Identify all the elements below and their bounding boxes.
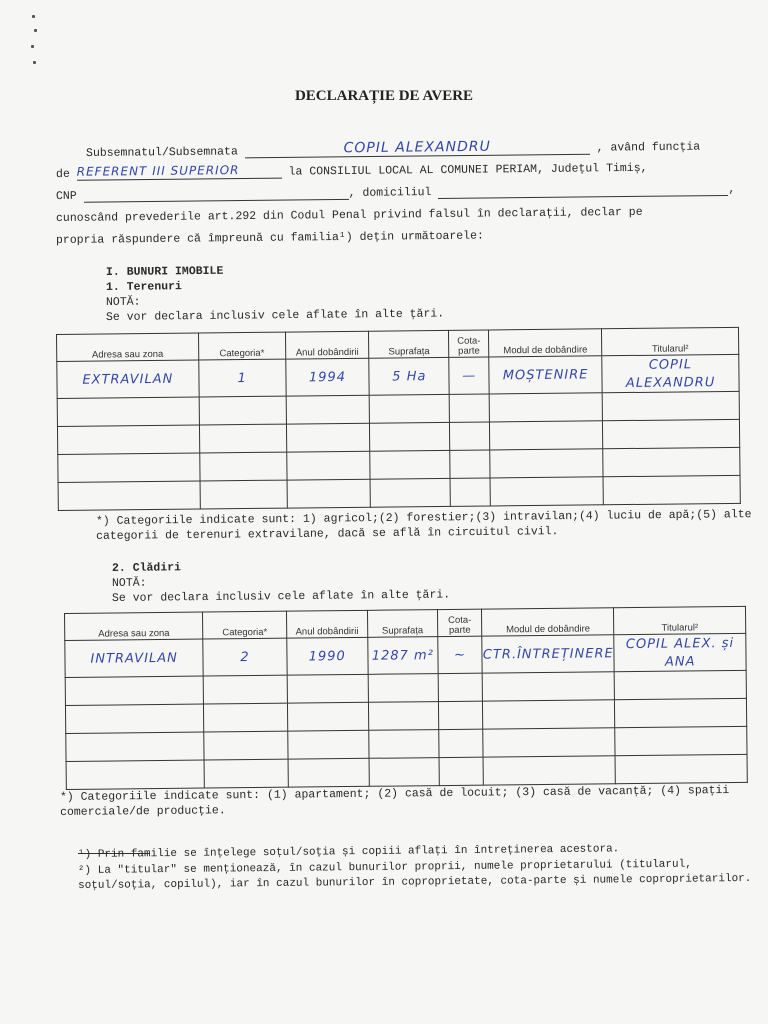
section-heading: I. BUNURI IMOBILE	[105, 264, 224, 279]
cell-category[interactable]	[204, 731, 288, 760]
cell-area[interactable]	[368, 702, 438, 731]
intro-line-3: CNP , domiciliul ,	[55, 182, 736, 203]
cell-value: 1287 m²	[371, 648, 434, 664]
cell-acquisition-mode[interactable]	[490, 449, 603, 478]
cell-acquisition-mode[interactable]	[490, 477, 603, 506]
cell-year[interactable]	[286, 451, 370, 480]
cell-value: 1994	[308, 369, 347, 386]
header-year: Anul dobândirii	[285, 331, 369, 359]
subsection-land: 1. Terenuri	[105, 280, 182, 294]
function-field[interactable]	[77, 163, 282, 181]
cell-share[interactable]	[438, 701, 483, 729]
header-year: Anul dobândirii	[286, 610, 367, 638]
function-label: , având funcția	[596, 140, 701, 155]
scan-marks	[30, 15, 40, 75]
buildings-categories-footnote	[60, 783, 750, 820]
cell-acquisition-mode[interactable]	[483, 756, 615, 785]
cell-share[interactable]	[439, 729, 484, 757]
cell-share[interactable]	[438, 673, 483, 701]
cell-value: EXTRAVILAN	[82, 371, 174, 388]
cell-holder[interactable]	[603, 475, 740, 504]
header-area: Suprafața	[367, 610, 437, 638]
cell-address[interactable]	[65, 639, 204, 677]
cell-value: CTR.ÎNTREȚINERE	[482, 646, 614, 663]
cell-category[interactable]	[199, 424, 286, 453]
cell-acquisition-mode[interactable]	[489, 356, 602, 394]
table-row	[58, 475, 740, 510]
cell-category[interactable]	[203, 638, 287, 676]
cell-acquisition-mode[interactable]	[489, 393, 602, 422]
cell-area[interactable]	[369, 758, 439, 787]
cell-address[interactable]	[66, 760, 205, 789]
cell-acquisition-mode[interactable]	[490, 421, 603, 450]
cell-holder[interactable]	[614, 670, 746, 699]
cell-share[interactable]	[449, 394, 489, 422]
cell-year[interactable]	[286, 637, 368, 675]
domicile-field[interactable]	[438, 182, 728, 199]
cell-value: MOȘTENIRE	[502, 367, 589, 384]
cnp-field[interactable]	[84, 186, 349, 203]
cell-acquisition-mode[interactable]	[483, 728, 615, 757]
header-acquisition-mode: Modul de dobândire	[482, 608, 614, 636]
cell-category[interactable]	[199, 359, 286, 397]
cell-holder[interactable]	[615, 698, 747, 727]
cell-value: 5 Ha	[392, 369, 427, 385]
land-nota-label: NOTĂ:	[105, 295, 141, 309]
land-categories-footnote	[96, 507, 768, 544]
cell-address[interactable]	[58, 453, 200, 482]
cell-address[interactable]	[57, 425, 199, 454]
intro-line-4: cunoscând prevederile art.292 din Codul Penal privind falsul în declarații, declar pe	[55, 205, 643, 225]
land-note-text: Se vor declara inclusiv cele aflate în alte țări.	[105, 307, 445, 324]
header-area: Suprafața	[369, 330, 449, 358]
footnote-2: ²) La "titular" se menționează, în cazul bunurilor proprii, numele proprietarului (titularul, soțul/soția, copilul), iar în cazul bunurilor în coproprietate, cota-parte și numele coproprietarilor.	[77, 858, 752, 892]
name-field[interactable]	[245, 138, 590, 159]
cell-category[interactable]	[200, 452, 287, 481]
cell-year[interactable]	[287, 730, 368, 759]
cell-share[interactable]	[450, 478, 490, 506]
header-share: Cota-parte	[437, 609, 482, 636]
cell-category[interactable]	[204, 703, 288, 732]
cell-value: 2	[240, 650, 250, 666]
cell-area[interactable]	[370, 394, 450, 423]
cell-value: ~	[454, 647, 467, 663]
cell-acquisition-mode[interactable]	[483, 672, 615, 701]
buildings-footnote-text: *) Categoriile indicate sunt: (1) apartament; (2) casă de locuit; (3) casă de vacanță; (4) spații comerciale/de producție.	[59, 783, 730, 819]
declarant-function: REFERENT III SUPERIOR	[76, 163, 240, 179]
land-table	[56, 327, 741, 511]
cell-address[interactable]	[58, 481, 200, 510]
cell-share[interactable]	[449, 357, 489, 394]
header-address: Adresa sau zona	[65, 612, 204, 640]
cell-value: —	[462, 368, 477, 384]
cell-share[interactable]	[450, 450, 490, 478]
cell-value: INTRAVILAN	[90, 650, 178, 667]
cell-address[interactable]	[57, 397, 199, 426]
cell-category[interactable]	[199, 396, 286, 425]
header-holder: Titularul²	[602, 327, 739, 355]
cell-year[interactable]	[287, 674, 368, 703]
subsection-buildings: 2. Clădiri	[111, 561, 182, 575]
land-footnote-text: *) Categoriile indicate sunt: 1) agricol;(2) forestier;(3) intravilan;(4) luciu de apă;(5) alte categorii de terenuri extravilane, dacă se află în circuitul civil.	[95, 508, 752, 543]
cell-area[interactable]	[368, 674, 438, 703]
cell-category[interactable]	[204, 759, 288, 788]
table-row	[57, 354, 739, 398]
page-title: DECLARAȚIE DE AVERE	[294, 88, 474, 104]
cell-value: COPIL ALEX. și ANA	[625, 635, 735, 670]
de-label: de	[55, 167, 70, 181]
cell-category[interactable]	[200, 480, 287, 509]
cell-category[interactable]	[204, 675, 288, 704]
name-label: Subsemnatul/Subsemnata	[85, 145, 238, 160]
header-category: Categoria*	[203, 611, 287, 639]
intro-line-2	[56, 159, 648, 181]
footnote-1: ¹) Prin familie se înțelege soțul/soția și copiii aflați în întreținerea acestora.	[77, 843, 620, 861]
intro-line-5: propria răspundere că împreună cu familia¹) dețin următoarele:	[55, 229, 484, 247]
cell-acquisition-mode[interactable]	[482, 635, 614, 673]
cell-holder[interactable]	[615, 754, 747, 783]
cell-area[interactable]	[370, 422, 450, 451]
cell-holder[interactable]	[603, 447, 740, 476]
buildings-nota-label: NOTĂ:	[111, 576, 147, 590]
cell-share[interactable]	[439, 757, 484, 785]
cell-value: 1	[237, 371, 247, 387]
cell-year[interactable]	[286, 423, 370, 452]
cell-year[interactable]	[286, 395, 370, 424]
header-share: Cota-parte	[449, 330, 489, 357]
cell-address[interactable]	[57, 360, 199, 398]
cell-area[interactable]	[370, 478, 450, 507]
cell-area[interactable]	[369, 357, 449, 395]
cell-address[interactable]	[66, 732, 205, 761]
cell-value: 1990	[308, 649, 346, 665]
declarant-name: COPIL ALEXANDRU	[343, 138, 491, 157]
cell-share[interactable]	[450, 422, 490, 450]
cell-address[interactable]	[65, 704, 204, 733]
cnp-label: CNP	[55, 189, 77, 203]
institution-text: la CONSILIUL LOCAL AL COMUNEI PERIAM, Județul Timiș,	[288, 161, 648, 179]
intro-line-1	[86, 137, 700, 160]
cell-area[interactable]	[368, 637, 438, 675]
cell-holder[interactable]	[602, 354, 739, 392]
cell-address[interactable]	[65, 676, 204, 705]
cell-acquisition-mode[interactable]	[483, 700, 615, 729]
cell-year[interactable]	[287, 702, 368, 731]
cell-area[interactable]	[369, 730, 439, 759]
cell-area[interactable]	[370, 450, 450, 479]
buildings-table	[64, 606, 748, 790]
cell-year[interactable]	[287, 479, 371, 508]
cell-year[interactable]	[288, 758, 369, 787]
header-category: Categoria*	[198, 332, 285, 360]
buildings-note-text: Se vor declara inclusiv cele aflate în alte țări.	[111, 588, 451, 605]
header-acquisition-mode: Modul de dobândire	[489, 329, 602, 357]
cell-holder[interactable]	[603, 419, 740, 448]
header-holder: Titularul²	[614, 606, 746, 634]
cell-value: COPIL ALEXANDRU	[625, 357, 716, 392]
header-address: Adresa sau zona	[57, 333, 199, 361]
domicile-label: , domiciliul	[348, 186, 432, 200]
cell-holder[interactable]	[602, 391, 739, 420]
cell-year[interactable]	[285, 358, 369, 396]
cell-share[interactable]	[438, 636, 483, 673]
cell-holder[interactable]	[614, 633, 746, 671]
cell-holder[interactable]	[615, 726, 747, 755]
